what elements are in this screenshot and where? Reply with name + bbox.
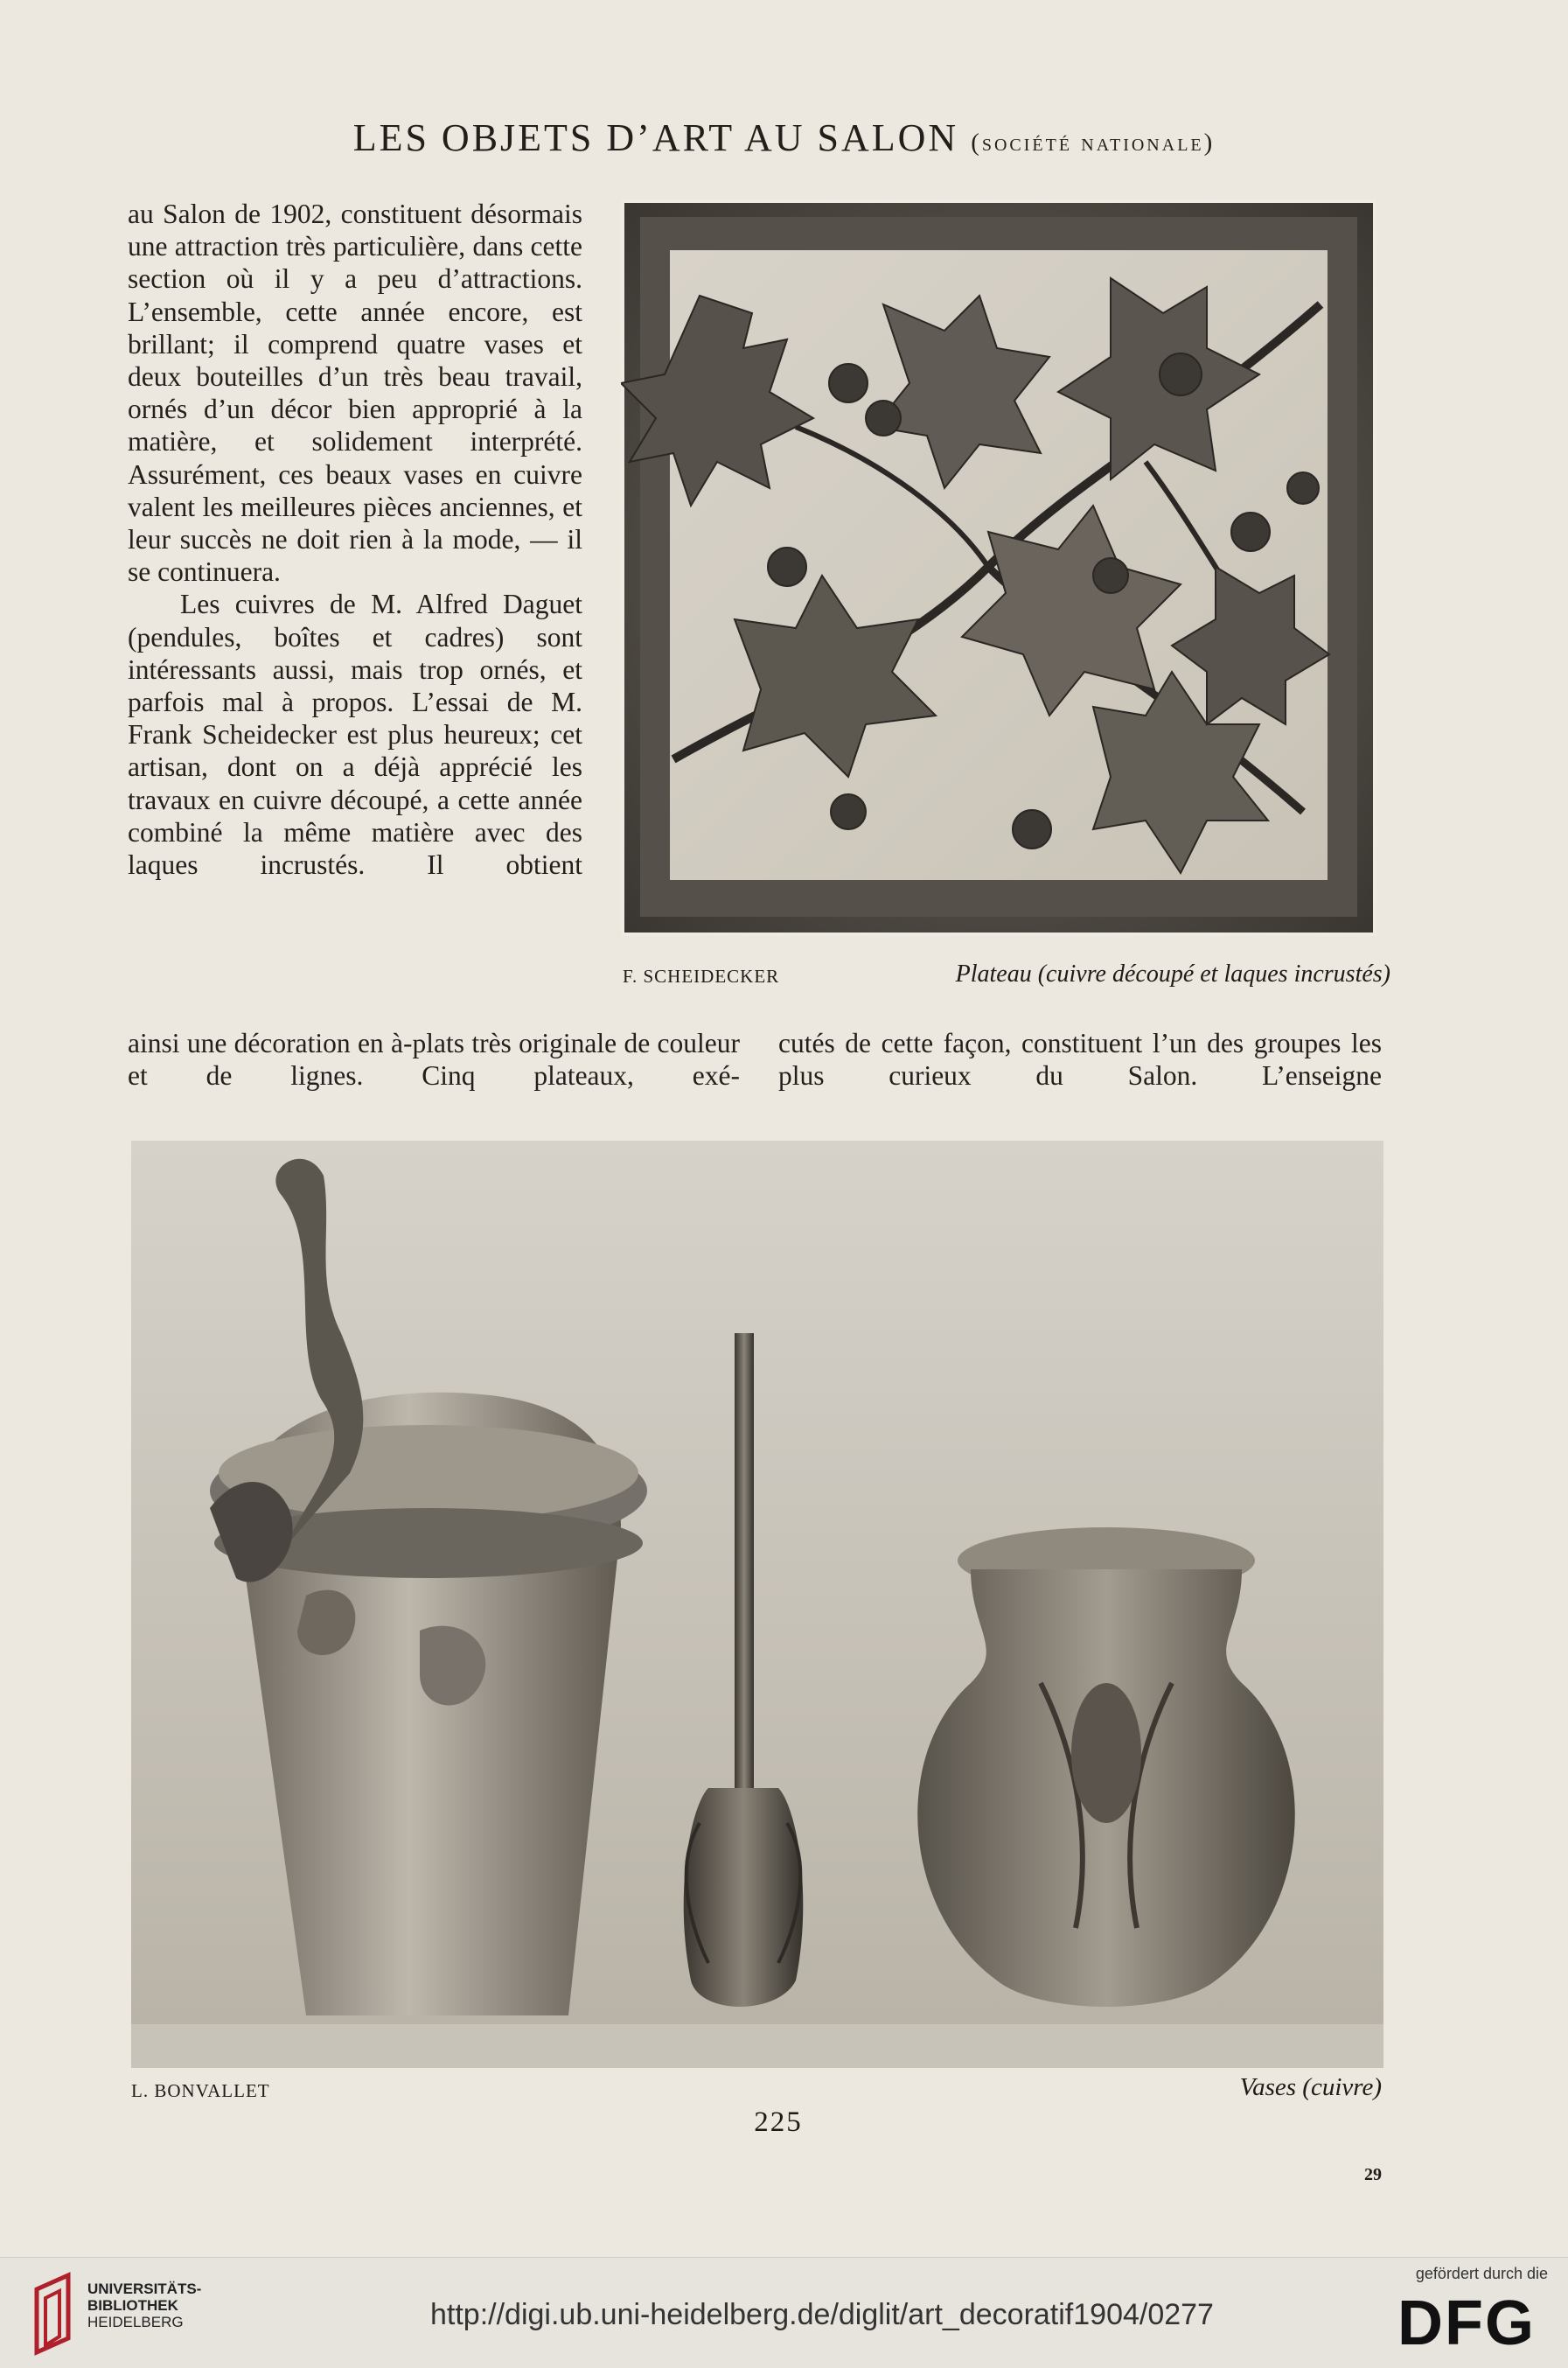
- page-number: 225: [754, 2106, 803, 2138]
- figure-1-artist: F. SCHEIDECKER: [623, 966, 780, 987]
- funded-by-text: gefördert durch die: [1415, 2265, 1548, 2282]
- library-line-3: HEIDELBERG: [87, 2314, 184, 2330]
- full-width-left-text: ainsi une décoration en à-plats très originale de couleur et de lignes. Cinq plateaux, exé-: [128, 1028, 740, 1092]
- title-subtitle: (société nationale): [971, 129, 1216, 157]
- right-vase: [917, 1527, 1295, 2007]
- paragraph-2: Les cuivres de M. Alfred Daguet (pendules, boîtes et cadres) sont intéressants aussi, mais trop ornés, et parfois mal à propos. L’essai de M. Frank Scheidecker est plus heureux; cet artisan, dont on a déjà apprécié les travaux en cuivre découpé, a cette année combiné la même matière avec des laques incrustés. Il obtient: [128, 589, 582, 881]
- page-title: [0, 115, 1568, 160]
- library-line-1: UNIVERSITÄTS-: [87, 2281, 202, 2297]
- library-name: [87, 2281, 201, 2330]
- paragraph-1: au Salon de 1902, constituent désormais une attraction très particulière, dans cette section où il y a peu d’attractions. L’ensemble, cette année encore, est brillant; il comprend quatre vases et deux bouteilles d’un très beau travail, ornés d’un décor bien approprié à la matière, et solidement interprété. Assurément, ces beaux vases en cuivre valent les meilleures pièces anciennes, et leur succès ne doit rien à la mode, — il se continuera.: [128, 199, 582, 588]
- source-url-link[interactable]: http://digi.ub.uni-heidelberg.de/diglit/art_decoratif1904/0277: [430, 2298, 1214, 2331]
- tray-image: [621, 199, 1376, 936]
- footer-bar: [0, 2257, 1568, 2368]
- library-line-2: BIBLIOTHEK: [87, 2297, 178, 2314]
- university-logo-icon: [33, 2272, 75, 2356]
- dfg-logo: DFG: [1397, 2288, 1536, 2358]
- vases-image: [131, 1141, 1383, 2068]
- full-width-right-text: cutés de cette façon, constituent l’un des groupes les plus curieux du Salon. L’enseigne: [778, 1028, 1382, 1092]
- figure-1-caption: Plateau (cuivre découpé et laques incrustés): [955, 960, 1390, 988]
- title-main: LES OBJETS D’ART AU SALON: [352, 116, 959, 159]
- left-column: [128, 198, 582, 881]
- figure-2-caption: Vases (cuivre): [1239, 2073, 1382, 2101]
- sheet-number: 29: [1364, 2165, 1382, 2184]
- figure-2-artist: L. BONVALLET: [131, 2080, 270, 2101]
